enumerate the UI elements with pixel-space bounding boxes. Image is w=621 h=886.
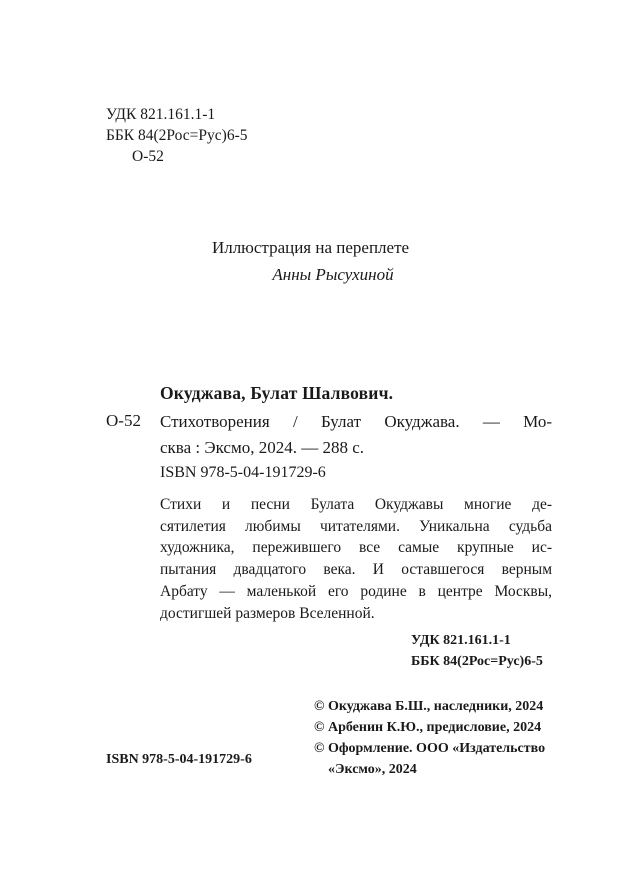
annotation-line: художника, пережившего все самые крупные ис- [160, 539, 552, 557]
copyright-line: © Арбенин К.Ю., предисловие, 2024 [314, 720, 542, 735]
classification-codes-top [106, 104, 248, 167]
annotation-line: пытания двадцатого века. И оставшегося верным [160, 561, 552, 579]
annotation-line: Стихи и песни Булата Окуджавы многие де- [160, 496, 552, 513]
classification-codes-bottom [411, 630, 543, 672]
bibliographic-isbn: ISBN 978-5-04-191729-6 [160, 464, 326, 481]
copyright-line: © Оформление. ООО «Издательство [314, 741, 546, 756]
copyright-block [314, 696, 545, 780]
bibliographic-title-line: Стихотворения / Булат Окуджава. — Мо- [160, 412, 552, 431]
bibliographic-author: Окуджава, Булат Шалвович. [160, 383, 394, 403]
annotation-line: сятилетия любимы читателями. Уникальна судьба [160, 517, 552, 535]
copyright-line: «Эксмо», 2024 [328, 762, 417, 777]
bbk-code: ББК 84(2Рос=Рус)6-5 [411, 654, 543, 669]
illustrator-name: Анны Рысухиной [272, 265, 394, 284]
isbn-bottom: ISBN 978-5-04-191729-6 [106, 752, 252, 767]
udk-code: УДК 821.161.1-1 [106, 106, 216, 123]
illustration-credit [0, 234, 621, 288]
annotation-line: достигшей размеров Вселенной. [160, 604, 375, 622]
author-cutter-code: О-52 [132, 148, 164, 165]
bibliographic-description [160, 409, 552, 461]
annotation-line: Арбату — маленькой его родине в центре Москвы, [160, 582, 552, 600]
udk-code: УДК 821.161.1-1 [411, 633, 511, 648]
bibliographic-title-line: сква : Эксмо, 2024. — 288 с. [160, 438, 365, 457]
illustration-label: Иллюстрация на переплете [211, 238, 410, 257]
bbk-code: ББК 84(2Рос=Рус)6-5 [106, 127, 248, 144]
copyright-line: © Окуджава Б.Ш., наследники, 2024 [314, 699, 544, 714]
bibliographic-cutter-code: О-52 [106, 411, 141, 430]
annotation [160, 494, 552, 624]
